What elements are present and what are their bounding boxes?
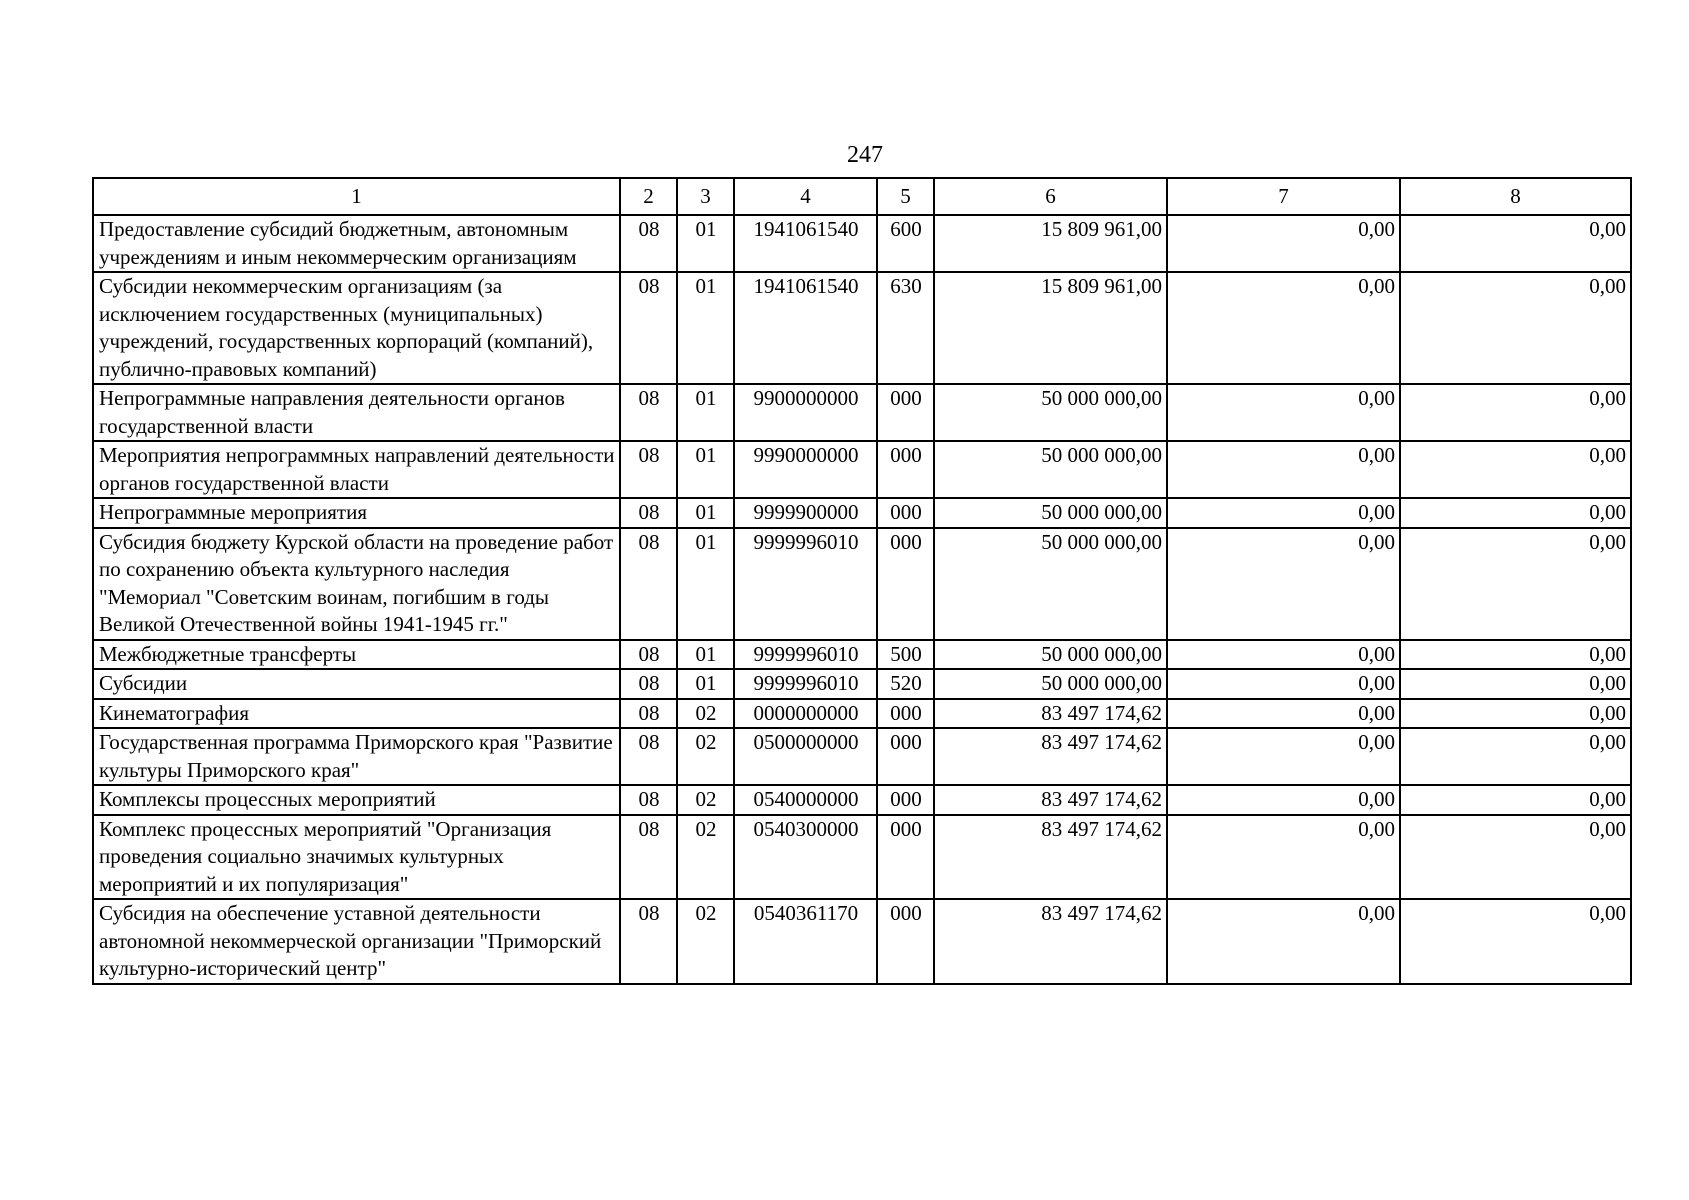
amount-cell-7: 0,00 bbox=[1167, 215, 1400, 272]
expense-type-cell: 630 bbox=[877, 272, 934, 384]
item-name-cell: Субсидии bbox=[93, 669, 620, 699]
target-article-cell: 0000000000 bbox=[734, 699, 877, 729]
table-row bbox=[93, 441, 1631, 498]
expense-type-cell: 000 bbox=[877, 528, 934, 640]
amount-cell-6: 50 000 000,00 bbox=[934, 669, 1167, 699]
amount-cell-7: 0,00 bbox=[1167, 528, 1400, 640]
amount-cell-8: 0,00 bbox=[1400, 699, 1631, 729]
section-code-cell: 08 bbox=[620, 384, 677, 441]
item-name-cell: Предоставление субсидий бюджетным, автономным учреждениям и иным некоммерческим организациям bbox=[93, 215, 620, 272]
subsection-code-cell: 01 bbox=[677, 272, 734, 384]
expense-type-cell: 520 bbox=[877, 669, 934, 699]
table-row bbox=[93, 728, 1631, 785]
target-article-cell: 9999996010 bbox=[734, 528, 877, 640]
subsection-code-cell: 01 bbox=[677, 498, 734, 528]
table-row bbox=[93, 899, 1631, 984]
section-code-cell: 08 bbox=[620, 215, 677, 272]
header-cell: 2 bbox=[620, 178, 677, 215]
amount-cell-7: 0,00 bbox=[1167, 441, 1400, 498]
table-row bbox=[93, 528, 1631, 640]
expense-type-cell: 600 bbox=[877, 215, 934, 272]
amount-cell-7: 0,00 bbox=[1167, 728, 1400, 785]
section-code-cell: 08 bbox=[620, 785, 677, 815]
target-article-cell: 1941061540 bbox=[734, 272, 877, 384]
amount-cell-6: 50 000 000,00 bbox=[934, 441, 1167, 498]
subsection-code-cell: 01 bbox=[677, 384, 734, 441]
table-row bbox=[93, 699, 1631, 729]
item-name-cell: Комплексы процессных мероприятий bbox=[93, 785, 620, 815]
header-cell: 6 bbox=[934, 178, 1167, 215]
header-cell: 8 bbox=[1400, 178, 1631, 215]
subsection-code-cell: 02 bbox=[677, 728, 734, 785]
table-row bbox=[93, 384, 1631, 441]
amount-cell-8: 0,00 bbox=[1400, 384, 1631, 441]
expense-type-cell: 000 bbox=[877, 815, 934, 900]
section-code-cell: 08 bbox=[620, 272, 677, 384]
expense-type-cell: 000 bbox=[877, 785, 934, 815]
amount-cell-8: 0,00 bbox=[1400, 669, 1631, 699]
amount-cell-7: 0,00 bbox=[1167, 899, 1400, 984]
expense-type-cell: 000 bbox=[877, 728, 934, 785]
item-name-cell: Субсидия на обеспечение уставной деятельности автономной некоммерческой организации "Приморский культурно-исторический центр" bbox=[93, 899, 620, 984]
amount-cell-7: 0,00 bbox=[1167, 785, 1400, 815]
amount-cell-7: 0,00 bbox=[1167, 272, 1400, 384]
page-number: 247 bbox=[847, 142, 883, 168]
amount-cell-6: 83 497 174,62 bbox=[934, 815, 1167, 900]
amount-cell-6: 50 000 000,00 bbox=[934, 498, 1167, 528]
target-article-cell: 9999996010 bbox=[734, 640, 877, 670]
subsection-code-cell: 02 bbox=[677, 899, 734, 984]
amount-cell-7: 0,00 bbox=[1167, 384, 1400, 441]
amount-cell-8: 0,00 bbox=[1400, 498, 1631, 528]
item-name-cell: Межбюджетные трансферты bbox=[93, 640, 620, 670]
amount-cell-8: 0,00 bbox=[1400, 728, 1631, 785]
amount-cell-8: 0,00 bbox=[1400, 528, 1631, 640]
header-cell: 7 bbox=[1167, 178, 1400, 215]
table-row bbox=[93, 215, 1631, 272]
amount-cell-6: 15 809 961,00 bbox=[934, 272, 1167, 384]
item-name-cell: Государственная программа Приморского края "Развитие культуры Приморского края" bbox=[93, 728, 620, 785]
subsection-code-cell: 02 bbox=[677, 699, 734, 729]
subsection-code-cell: 01 bbox=[677, 441, 734, 498]
header-row bbox=[93, 178, 1631, 215]
amount-cell-6: 83 497 174,62 bbox=[934, 728, 1167, 785]
subsection-code-cell: 02 bbox=[677, 815, 734, 900]
amount-cell-6: 83 497 174,62 bbox=[934, 785, 1167, 815]
target-article-cell: 9990000000 bbox=[734, 441, 877, 498]
table-row bbox=[93, 785, 1631, 815]
expense-type-cell: 000 bbox=[877, 899, 934, 984]
target-article-cell: 9900000000 bbox=[734, 384, 877, 441]
amount-cell-6: 50 000 000,00 bbox=[934, 528, 1167, 640]
target-article-cell: 0500000000 bbox=[734, 728, 877, 785]
expense-type-cell: 000 bbox=[877, 498, 934, 528]
amount-cell-6: 15 809 961,00 bbox=[934, 215, 1167, 272]
budget-table bbox=[92, 177, 1632, 985]
item-name-cell: Субсидии некоммерческим организациям (за исключением государственных (муниципальных) учреждений, государственных корпораций (компаний), публично-правовых компаний) bbox=[93, 272, 620, 384]
amount-cell-6: 50 000 000,00 bbox=[934, 384, 1167, 441]
amount-cell-7: 0,00 bbox=[1167, 498, 1400, 528]
amount-cell-8: 0,00 bbox=[1400, 215, 1631, 272]
expense-type-cell: 000 bbox=[877, 441, 934, 498]
section-code-cell: 08 bbox=[620, 699, 677, 729]
item-name-cell: Субсидия бюджету Курской области на проведение работ по сохранению объекта культурного наследия "Мемориал "Советским воинам, погибшим в годы Великой Отечественной войны 1941-1945 гг." bbox=[93, 528, 620, 640]
amount-cell-7: 0,00 bbox=[1167, 640, 1400, 670]
amount-cell-8: 0,00 bbox=[1400, 441, 1631, 498]
item-name-cell: Непрограммные мероприятия bbox=[93, 498, 620, 528]
amount-cell-8: 0,00 bbox=[1400, 640, 1631, 670]
section-code-cell: 08 bbox=[620, 528, 677, 640]
target-article-cell: 9999900000 bbox=[734, 498, 877, 528]
item-name-cell: Мероприятия непрограммных направлений деятельности органов государственной власти bbox=[93, 441, 620, 498]
subsection-code-cell: 01 bbox=[677, 215, 734, 272]
expense-type-cell: 000 bbox=[877, 384, 934, 441]
amount-cell-6: 83 497 174,62 bbox=[934, 699, 1167, 729]
target-article-cell: 0540300000 bbox=[734, 815, 877, 900]
table-row bbox=[93, 669, 1631, 699]
subsection-code-cell: 01 bbox=[677, 640, 734, 670]
amount-cell-8: 0,00 bbox=[1400, 272, 1631, 384]
amount-cell-7: 0,00 bbox=[1167, 669, 1400, 699]
item-name-cell: Комплекс процессных мероприятий "Организация проведения социально значимых культурных мероприятий и их популяризация" bbox=[93, 815, 620, 900]
amount-cell-8: 0,00 bbox=[1400, 815, 1631, 900]
expense-type-cell: 500 bbox=[877, 640, 934, 670]
header-cell: 1 bbox=[93, 178, 620, 215]
amount-cell-7: 0,00 bbox=[1167, 699, 1400, 729]
amount-cell-8: 0,00 bbox=[1400, 899, 1631, 984]
amount-cell-7: 0,00 bbox=[1167, 815, 1400, 900]
section-code-cell: 08 bbox=[620, 441, 677, 498]
section-code-cell: 08 bbox=[620, 669, 677, 699]
amount-cell-6: 83 497 174,62 bbox=[934, 899, 1167, 984]
amount-cell-6: 50 000 000,00 bbox=[934, 640, 1167, 670]
header-cell: 4 bbox=[734, 178, 877, 215]
section-code-cell: 08 bbox=[620, 899, 677, 984]
table-row bbox=[93, 640, 1631, 670]
target-article-cell: 1941061540 bbox=[734, 215, 877, 272]
subsection-code-cell: 02 bbox=[677, 785, 734, 815]
header-cell: 5 bbox=[877, 178, 934, 215]
target-article-cell: 0540361170 bbox=[734, 899, 877, 984]
target-article-cell: 9999996010 bbox=[734, 669, 877, 699]
section-code-cell: 08 bbox=[620, 728, 677, 785]
subsection-code-cell: 01 bbox=[677, 528, 734, 640]
table-row bbox=[93, 498, 1631, 528]
section-code-cell: 08 bbox=[620, 498, 677, 528]
amount-cell-8: 0,00 bbox=[1400, 785, 1631, 815]
item-name-cell: Непрограммные направления деятельности органов государственной власти bbox=[93, 384, 620, 441]
section-code-cell: 08 bbox=[620, 640, 677, 670]
subsection-code-cell: 01 bbox=[677, 669, 734, 699]
table-row bbox=[93, 272, 1631, 384]
table-row bbox=[93, 815, 1631, 900]
section-code-cell: 08 bbox=[620, 815, 677, 900]
item-name-cell: Кинематография bbox=[93, 699, 620, 729]
target-article-cell: 0540000000 bbox=[734, 785, 877, 815]
header-cell: 3 bbox=[677, 178, 734, 215]
expense-type-cell: 000 bbox=[877, 699, 934, 729]
